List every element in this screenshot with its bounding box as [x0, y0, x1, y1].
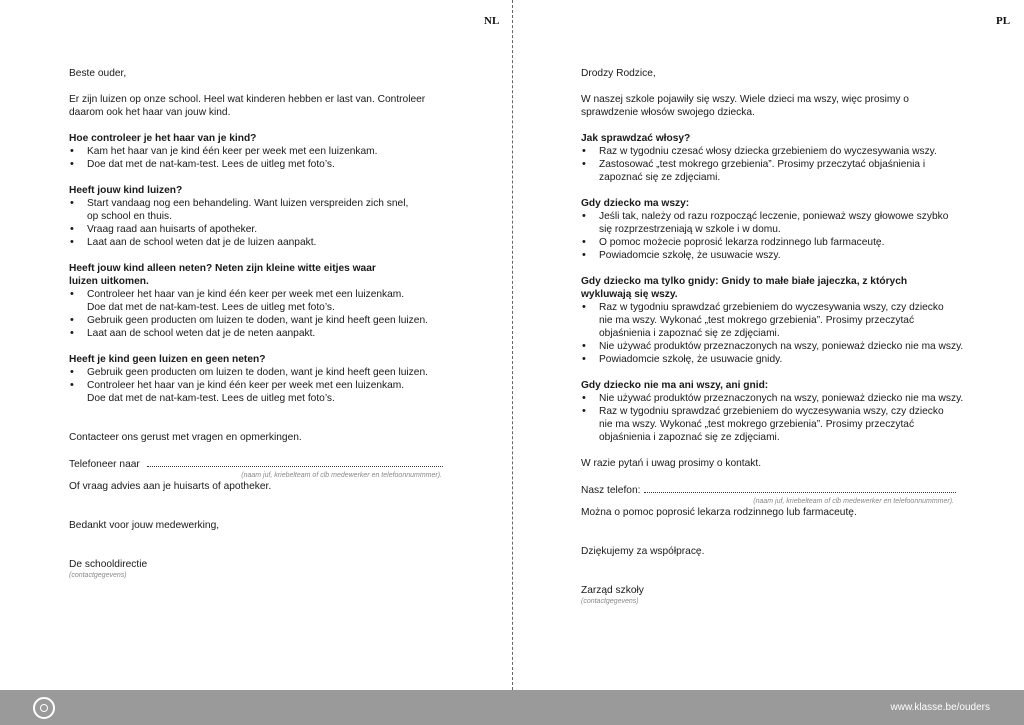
nl-phone-hint: (naam juf, kriebelteam of clb medewerker en telefoonnummmer).: [241, 472, 442, 479]
pl-intro-line-2: sprawdzenie włosów swojego dziecka.: [581, 107, 755, 118]
pl-contact: W razie pytań i uwag prosimy o kontakt.: [581, 458, 762, 469]
pl-phone-fill-line: [644, 483, 956, 493]
nl-list-item: • Vraag raad aan huisarts of apotheker.: [69, 223, 454, 236]
nl-phone-label: Telefoneer naar: [69, 459, 140, 470]
nl-language-label: NL: [484, 15, 500, 27]
pl-advice: Można o pomoc poprosić lekarza rodzinnego lub farmaceutę.: [581, 507, 857, 518]
pl-thanks: Dziękujemy za współpracę.: [581, 546, 705, 557]
pl-list-item: • Zastosować „test mokrego grzebienia”. Prosimy przeczytać objaśnienia i: [581, 158, 976, 171]
nl-list-item-continued: Doe dat met de nat-kam-test. Lees de uitleg met foto’s.: [87, 302, 335, 313]
pl-language-label: PL: [996, 15, 1011, 27]
pl-signature: Zarząd szkoły: [581, 585, 644, 596]
nl-advice: Of vraag advies aan je huisarts of apotheker.: [69, 481, 272, 492]
nl-list-item: • Laat aan de school weten dat je de neten aanpakt.: [69, 327, 454, 340]
pl-phone-hint: (naam juf, kriebelteam of clb medewerker en telefoonnummmer).: [753, 498, 954, 505]
nl-heading-lice: Heeft jouw kind luizen?: [69, 185, 183, 196]
pl-list-item: • Raz w tygodniu sprawdzać grzebieniem do wyczesywania wszy, czy dziecko: [581, 301, 976, 314]
nl-heading-none: Heeft je kind geen luizen en geen neten?: [69, 354, 266, 365]
nl-list-item: • Controleer het haar van je kind één keer per week met een luizenkam.: [69, 288, 454, 301]
nl-phone-fill-line: [147, 457, 443, 467]
nl-list-item-continued: op school en thuis.: [87, 211, 172, 222]
pl-list-item: • Nie używać produktów przeznaczonych na wszy, ponieważ dziecko nie ma wszy.: [581, 340, 976, 353]
nl-phone-line: [69, 457, 454, 471]
pl-list-item-continued: zapoznać się ze zdjęciami.: [599, 172, 721, 183]
footer-bar: [0, 690, 1024, 725]
pl-phone-label: Nasz telefon:: [581, 485, 641, 496]
page-divider: [512, 0, 513, 690]
nl-list-item-continued: Doe dat met de nat-kam-test. Lees de uitleg met foto’s.: [87, 393, 335, 404]
pl-intro-line-1: W naszej szkole pojawiły się wszy. Wiele dzieci ma wszy, więc prosimy o: [581, 94, 909, 105]
pl-greeting: Drodzy Rodzice,: [581, 68, 656, 79]
pl-list-item: • Jeśli tak, należy od razu rozpocząć leczenie, ponieważ wszy głowowe szybko: [581, 210, 976, 223]
pl-list-item: • Powiadomcie szkołę, że usuwacie gnidy.: [581, 353, 976, 366]
pl-letter: [581, 67, 976, 606]
pl-list-item-continued: objaśnienia i zapoznać się ze zdjęciami.: [599, 328, 780, 339]
klasse-logo-icon: [33, 697, 55, 719]
nl-list-item: • Controleer het haar van je kind één keer per week met een luizenkam.: [69, 379, 454, 392]
pl-signature-hint: (contactgegevens): [581, 598, 639, 605]
nl-list-item: • Laat aan de school weten dat je de luizen aanpakt.: [69, 236, 454, 249]
nl-thanks: Bedankt voor jouw medewerking,: [69, 520, 220, 531]
nl-list-item: • Gebruik geen producten om luizen te doden, want je kind heeft geen luizen.: [69, 366, 454, 379]
pl-list-item: • O pomoc możecie poprosić lekarza rodzinnego lub farmaceutę.: [581, 236, 976, 249]
pl-heading-nits-continued: wykluwają się wszy.: [581, 289, 678, 300]
nl-list-item: • Kam het haar van je kind één keer per week met een luizenkam.: [69, 145, 454, 158]
pl-heading-check: Jak sprawdzać włosy?: [581, 133, 691, 144]
nl-intro-line-2: daarom ook het haar van jouw kind.: [69, 107, 231, 118]
nl-intro-line-1: Er zijn luizen op onze school. Heel wat kinderen hebben er last van. Controleer: [69, 94, 426, 105]
nl-heading-nits-continued: luizen uitkomen.: [69, 276, 149, 287]
pl-heading-lice: Gdy dziecko ma wszy:: [581, 198, 690, 209]
nl-list-item: • Start vandaag nog een behandeling. Want luizen verspreiden zich snel,: [69, 197, 454, 210]
pl-list-item: • Nie używać produktów przeznaczonych na wszy, ponieważ dziecko nie ma wszy.: [581, 392, 976, 405]
nl-greeting: Beste ouder,: [69, 68, 127, 79]
pl-list-item-continued: nie ma wszy. Wykonać „test mokrego grzebienia”. Prosimy przeczytać: [599, 315, 915, 326]
pl-list-item-continued: nie ma wszy. Wykonać „test mokrego grzebienia”. Prosimy przeczytać: [599, 419, 915, 430]
pl-phone-line: [581, 483, 976, 497]
nl-contact: Contacteer ons gerust met vragen en opmerkingen.: [69, 432, 302, 443]
nl-list-item: • Gebruik geen producten om luizen te doden, want je kind heeft geen luizen.: [69, 314, 454, 327]
pl-list-item-continued: się rozprzestrzeniają w szkole i w domu.: [599, 224, 781, 235]
pl-list-item: • Raz w tygodniu czesać włosy dziecka grzebieniem do wyczesywania wszy.: [581, 145, 976, 158]
pl-list-item: • Powiadomcie szkołę, że usuwacie wszy.: [581, 249, 976, 262]
nl-heading-nits: Heeft jouw kind alleen neten? Neten zijn kleine witte eitjes waar: [69, 263, 376, 274]
nl-signature-hint: (contactgegevens): [69, 572, 127, 579]
nl-letter: [69, 67, 454, 580]
pl-list-item-continued: objaśnienia i zapoznać się ze zdjęciami.: [599, 432, 780, 443]
nl-list-item: • Doe dat met de nat-kam-test. Lees de uitleg met foto’s.: [69, 158, 454, 171]
pl-list-item: • Raz w tygodniu sprawdzać grzebieniem do wyczesywania wszy, czy dziecko: [581, 405, 976, 418]
pl-heading-none: Gdy dziecko nie ma ani wszy, ani gnid:: [581, 380, 769, 391]
pl-heading-nits: Gdy dziecko ma tylko gnidy: Gnidy to małe białe jajeczka, z których: [581, 276, 908, 287]
nl-heading-check: Hoe controleer je het haar van je kind?: [69, 133, 257, 144]
nl-signature: De schooldirectie: [69, 559, 148, 570]
footer-url[interactable]: www.klasse.be/ouders: [890, 702, 990, 713]
